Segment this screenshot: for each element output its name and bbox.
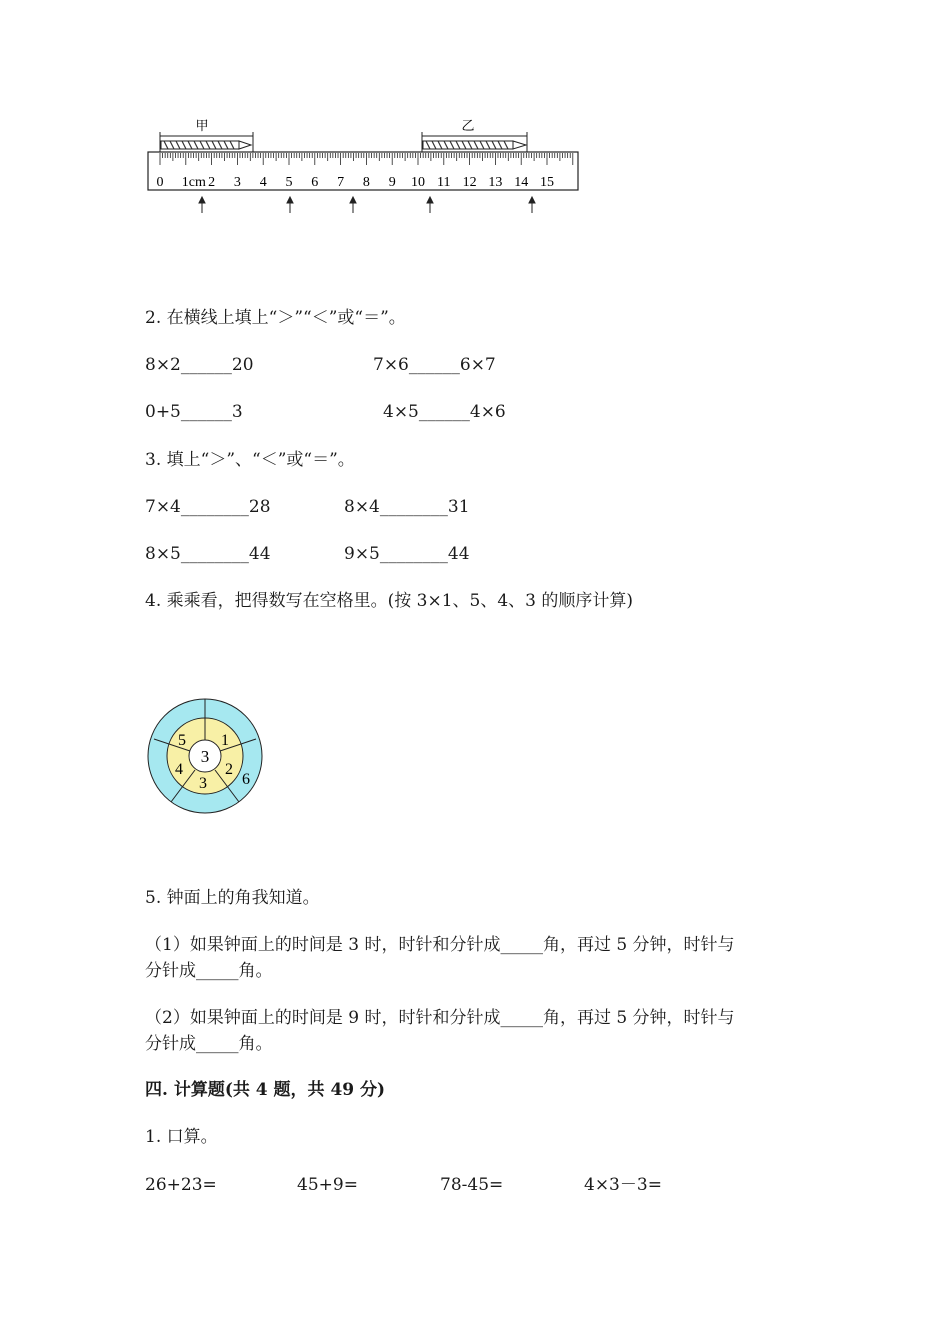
ruler-tick-label: 3 <box>233 175 241 190</box>
calc-item-1: 26+23= <box>145 1175 217 1195</box>
q2-item-4: 4×5______4×6 <box>383 402 506 422</box>
q3-item-3: 8×5________44 <box>145 544 271 564</box>
ruler-tick-label: 4 <box>259 175 267 190</box>
ruler-tick-label: 5 <box>285 175 293 190</box>
wheel-inner-3: 3 <box>199 775 207 792</box>
q3-item-4: 9×5________44 <box>344 544 470 564</box>
q2-item-1: 8×2______20 <box>145 355 254 375</box>
section4-q1-title: 1. 口算。 <box>145 1127 218 1147</box>
calc-item-4: 4×3－3= <box>584 1175 662 1195</box>
q2-item-3: 0+5______3 <box>145 402 243 422</box>
ruler-tick-label: 10 <box>411 175 425 190</box>
calc-item-2: 45+9= <box>297 1175 358 1195</box>
q3-item-2: 8×4________31 <box>344 497 470 517</box>
ruler-tick-label: 8 <box>362 175 370 190</box>
q5-title: 5. 钟面上的角我知道。 <box>145 888 320 908</box>
ruler-tick-label: 1cm <box>181 175 206 190</box>
calc-item-3: 78-45= <box>440 1175 504 1195</box>
wheel-inner-2: 2 <box>225 761 233 778</box>
ruler-figure <box>140 110 590 220</box>
ruler-tick-label: 0 <box>156 175 164 190</box>
wheel-inner-4: 4 <box>175 761 183 778</box>
ruler-tick-label: 11 <box>437 175 451 190</box>
pencil-a-icon <box>161 141 251 149</box>
ruler-tick-label: 15 <box>540 175 554 190</box>
ruler-tick-label: 9 <box>388 175 396 190</box>
wheel-inner-1: 1 <box>221 732 229 749</box>
pencil-b-icon <box>423 141 526 149</box>
multiplication-wheel <box>145 696 265 816</box>
q3-title: 3. 填上“＞”、“＜”或“＝”。 <box>145 450 355 470</box>
ruler-tick-label: 6 <box>311 175 319 190</box>
ruler-tick-label: 12 <box>462 175 477 190</box>
q4-title: 4. 乘乘看，把得数写在空格里。(按 3×1、5、4、3 的顺序计算) <box>145 591 634 611</box>
wheel-center: 3 <box>200 747 210 766</box>
pencil-b-label: 乙 <box>461 118 475 133</box>
q2-title: 2. 在横线上填上“＞”“＜”或“＝”。 <box>145 308 406 328</box>
q3-item-1: 7×4________28 <box>145 497 271 517</box>
q5-p2-line2: 分针成_____角。 <box>145 1034 273 1054</box>
ruler-tick-label: 2 <box>208 175 216 190</box>
arrow-icons <box>199 197 535 213</box>
ruler-tick-label: 13 <box>488 175 503 190</box>
q2-item-2: 7×6______6×7 <box>373 355 496 375</box>
q5-p1-line1: （1）如果钟面上的时间是 3 时，时针和分针成_____角，再过 5 分钟，时针与 <box>145 935 735 955</box>
wheel-outer-1: 6 <box>242 771 250 788</box>
q5-p2-line1: （2）如果钟面上的时间是 9 时，时针和分针成_____角，再过 5 分钟，时针与 <box>145 1008 735 1028</box>
q5-p1-line2: 分针成_____角。 <box>145 961 273 981</box>
wheel-inner-5: 5 <box>178 732 186 749</box>
ruler-tick-label: 14 <box>514 175 529 190</box>
ruler-tick-label: 7 <box>337 175 345 190</box>
section4-title: 四. 计算题(共 4 题，共 49 分) <box>145 1080 386 1100</box>
pencil-a-label: 甲 <box>195 118 209 133</box>
